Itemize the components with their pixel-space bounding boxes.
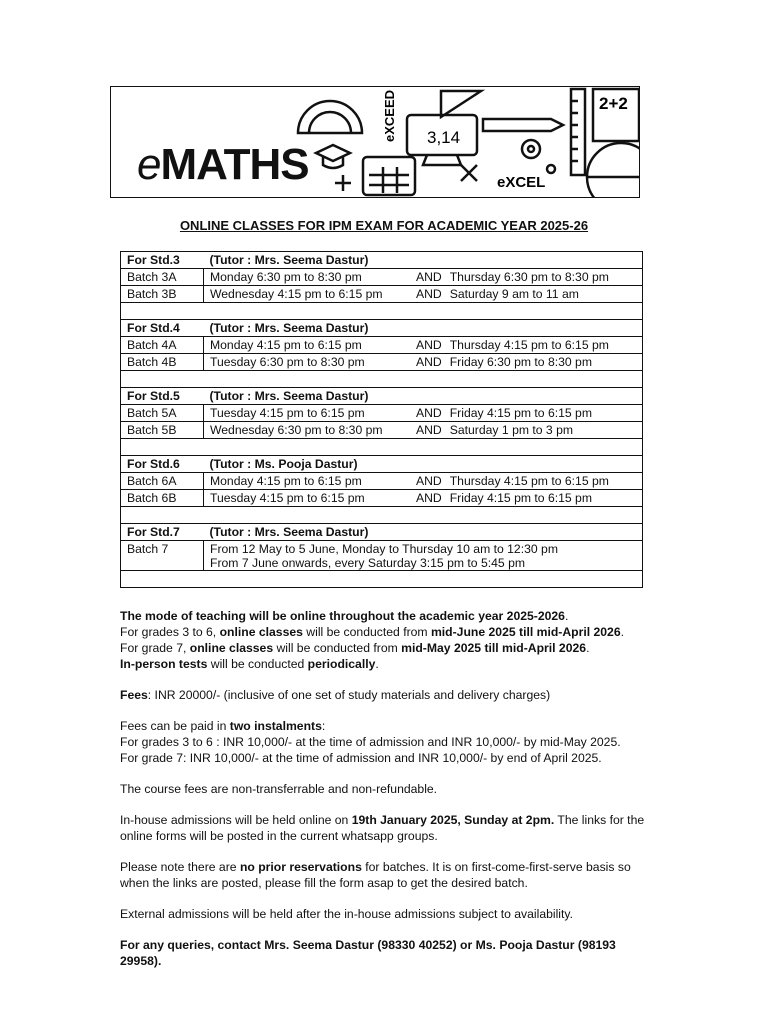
external-admissions-note: External admissions will be held after the in-house admissions subject to availability. <box>120 907 573 921</box>
slot-1: Tuesday 6:30 pm to 8:30 pm <box>210 355 365 369</box>
batch-name: Batch 7 <box>121 541 204 571</box>
batch-row <box>121 354 643 371</box>
slot-1: Monday 4:15 pm to 6:15 pm <box>210 474 362 488</box>
banner-logo <box>110 86 640 198</box>
std-header-row <box>121 388 643 405</box>
and-label: AND <box>416 423 442 437</box>
spacer-cell <box>121 439 643 456</box>
plus-icon <box>335 175 351 191</box>
pencil-icon <box>483 119 563 131</box>
batch-row <box>121 422 643 439</box>
batch-row <box>121 286 643 303</box>
slot-2: Saturday 1 pm to 3 pm <box>449 423 574 437</box>
batch-row <box>121 541 643 571</box>
instalments-grade-7: For grade 7: INR 10,000/- at the time of admission and INR 10,000/- by end of April 2025. <box>120 751 602 765</box>
batch-timing <box>204 337 643 354</box>
spacer-row <box>121 371 643 388</box>
batch-timing <box>204 490 643 507</box>
spacer-row <box>121 439 643 456</box>
std-label: For Std.3 <box>121 252 204 269</box>
batch-row <box>121 269 643 286</box>
brand-e: e <box>137 140 161 189</box>
slot-2: Thursday 4:15 pm to 6:15 pm <box>449 474 609 488</box>
std-header-row <box>121 252 643 269</box>
tests-note: In-person tests will be conducted periodically. <box>120 657 379 671</box>
mode-note: The mode of teaching will be online throughout the academic year 2025-2026. <box>120 609 569 623</box>
slot-2: Saturday 9 am to 11 am <box>449 287 579 301</box>
timing-line-1: From 12 May to 5 June, Monday to Thursday 10 am to 12:30 pm <box>210 542 558 556</box>
graduation-cap-icon <box>316 145 350 161</box>
batch-name: Batch 3B <box>121 286 204 303</box>
instalments-note: Fees can be paid in two instalments: <box>120 719 326 733</box>
batch-name: Batch 5B <box>121 422 204 439</box>
spacer-cell <box>121 371 643 388</box>
batch-name: Batch 6A <box>121 473 204 490</box>
batch-name: Batch 4B <box>121 354 204 371</box>
slot-1: Monday 4:15 pm to 6:15 pm <box>210 338 362 352</box>
tutor-label: (Tutor : Mrs. Seema Dastur) <box>204 320 643 337</box>
tutor-label: (Tutor : Mrs. Seema Dastur) <box>204 252 643 269</box>
batch-row <box>121 490 643 507</box>
spacer-cell <box>121 303 643 320</box>
notes-section <box>120 608 660 969</box>
contact-note: For any queries, contact Mrs. Seema Dastur (98330 40252) or Ms. Pooja Dastur (98193 29958). <box>120 938 616 968</box>
timing-line-2: From 7 June onwards, every Saturday 3:15 pm to 5:45 pm <box>210 556 526 570</box>
slot-1: Wednesday 6:30 pm to 8:30 pm <box>210 423 383 437</box>
pi-label: 3,14 <box>427 128 461 147</box>
exceed-label: eXCEED <box>382 89 397 142</box>
multiply-icon <box>461 165 477 181</box>
std-label: For Std.7 <box>121 524 204 541</box>
batch-timing <box>204 269 643 286</box>
protractor-icon <box>298 101 362 133</box>
tutor-label: (Tutor : Mrs. Seema Dastur) <box>204 388 643 405</box>
excel-label: eXCEL <box>497 174 546 191</box>
batch-name: Batch 6B <box>121 490 204 507</box>
batch-row <box>121 405 643 422</box>
spacer-cell <box>121 507 643 524</box>
gear-icon <box>522 140 540 158</box>
fees-note: Fees: INR 20000/- (inclusive of one set of study materials and delivery charges) <box>120 688 551 702</box>
std-label: For Std.5 <box>121 388 204 405</box>
slot-2: Friday 4:15 pm to 6:15 pm <box>449 406 592 420</box>
page-title: ONLINE CLASSES FOR IPM EXAM FOR ACADEMIC YEAR 2025-26 <box>179 218 589 233</box>
batch-timing <box>204 354 643 371</box>
globe-icon <box>587 143 640 198</box>
sum-label: 2+2 <box>599 94 628 113</box>
and-label: AND <box>416 491 442 505</box>
slot-2: Thursday 6:30 pm to 8:30 pm <box>449 270 609 284</box>
and-label: AND <box>416 474 442 488</box>
tutor-label: (Tutor : Mrs. Seema Dastur) <box>204 524 643 541</box>
spacer-row <box>121 303 643 320</box>
slot-1: Tuesday 4:15 pm to 6:15 pm <box>210 406 365 420</box>
slot-2: Friday 4:15 pm to 6:15 pm <box>449 491 592 505</box>
batch-timing <box>204 405 643 422</box>
instalments-grades-3-6: For grades 3 to 6 : INR 10,000/- at the time of admission and INR 10,000/- by mid-May 2025. <box>120 735 621 749</box>
slot-1: Tuesday 4:15 pm to 6:15 pm <box>210 491 365 505</box>
non-transferrable-note: The course fees are non-transferrable and non-refundable. <box>120 782 438 796</box>
std-header-row <box>121 456 643 473</box>
batch-timing <box>204 422 643 439</box>
and-label: AND <box>416 287 442 301</box>
std-header-row <box>121 320 643 337</box>
slot-1: Wednesday 4:15 pm to 6:15 pm <box>210 287 383 301</box>
brand-maths: MATHS <box>160 140 309 189</box>
spacer-cell <box>121 571 643 588</box>
tutor-label: (Tutor : Ms. Pooja Dastur) <box>204 456 643 473</box>
std-header-row <box>121 524 643 541</box>
std-label: For Std.6 <box>121 456 204 473</box>
set-square-icon <box>441 91 481 117</box>
std-label: For Std.4 <box>121 320 204 337</box>
batch-timing <box>204 541 643 571</box>
spacer-row <box>121 507 643 524</box>
batch-name: Batch 3A <box>121 269 204 286</box>
batch-row <box>121 337 643 354</box>
slot-1: Monday 6:30 pm to 8:30 pm <box>210 270 362 284</box>
and-label: AND <box>416 338 442 352</box>
grades-3-6-note: For grades 3 to 6, online classes will be conducted from mid-June 2025 till mid-April 2026. <box>120 625 624 639</box>
schedule-table <box>120 251 643 588</box>
spacer-row <box>121 571 643 588</box>
grade-7-note: For grade 7, online classes will be conducted from mid-May 2025 till mid-April 2026. <box>120 641 590 655</box>
batch-timing <box>204 473 643 490</box>
and-label: AND <box>416 406 442 420</box>
and-label: AND <box>416 355 442 369</box>
inhouse-admissions-note: In-house admissions will be held online on 19th January 2025, Sunday at 2pm. The links for the online forms will be posted in the current whatsapp groups. <box>120 813 645 843</box>
batch-name: Batch 5A <box>121 405 204 422</box>
slot-2: Friday 6:30 pm to 8:30 pm <box>449 355 592 369</box>
batch-timing <box>204 286 643 303</box>
and-label: AND <box>416 270 442 284</box>
batch-name: Batch 4A <box>121 337 204 354</box>
reservations-note: Please note there are no prior reservations for batches. It is on first-come-first-serve basis so when the links are posted, please fill the form asap to get the desired batch. <box>120 860 631 890</box>
batch-row <box>121 473 643 490</box>
math-doodles-illustration <box>111 87 640 198</box>
slot-2: Thursday 4:15 pm to 6:15 pm <box>449 338 609 352</box>
